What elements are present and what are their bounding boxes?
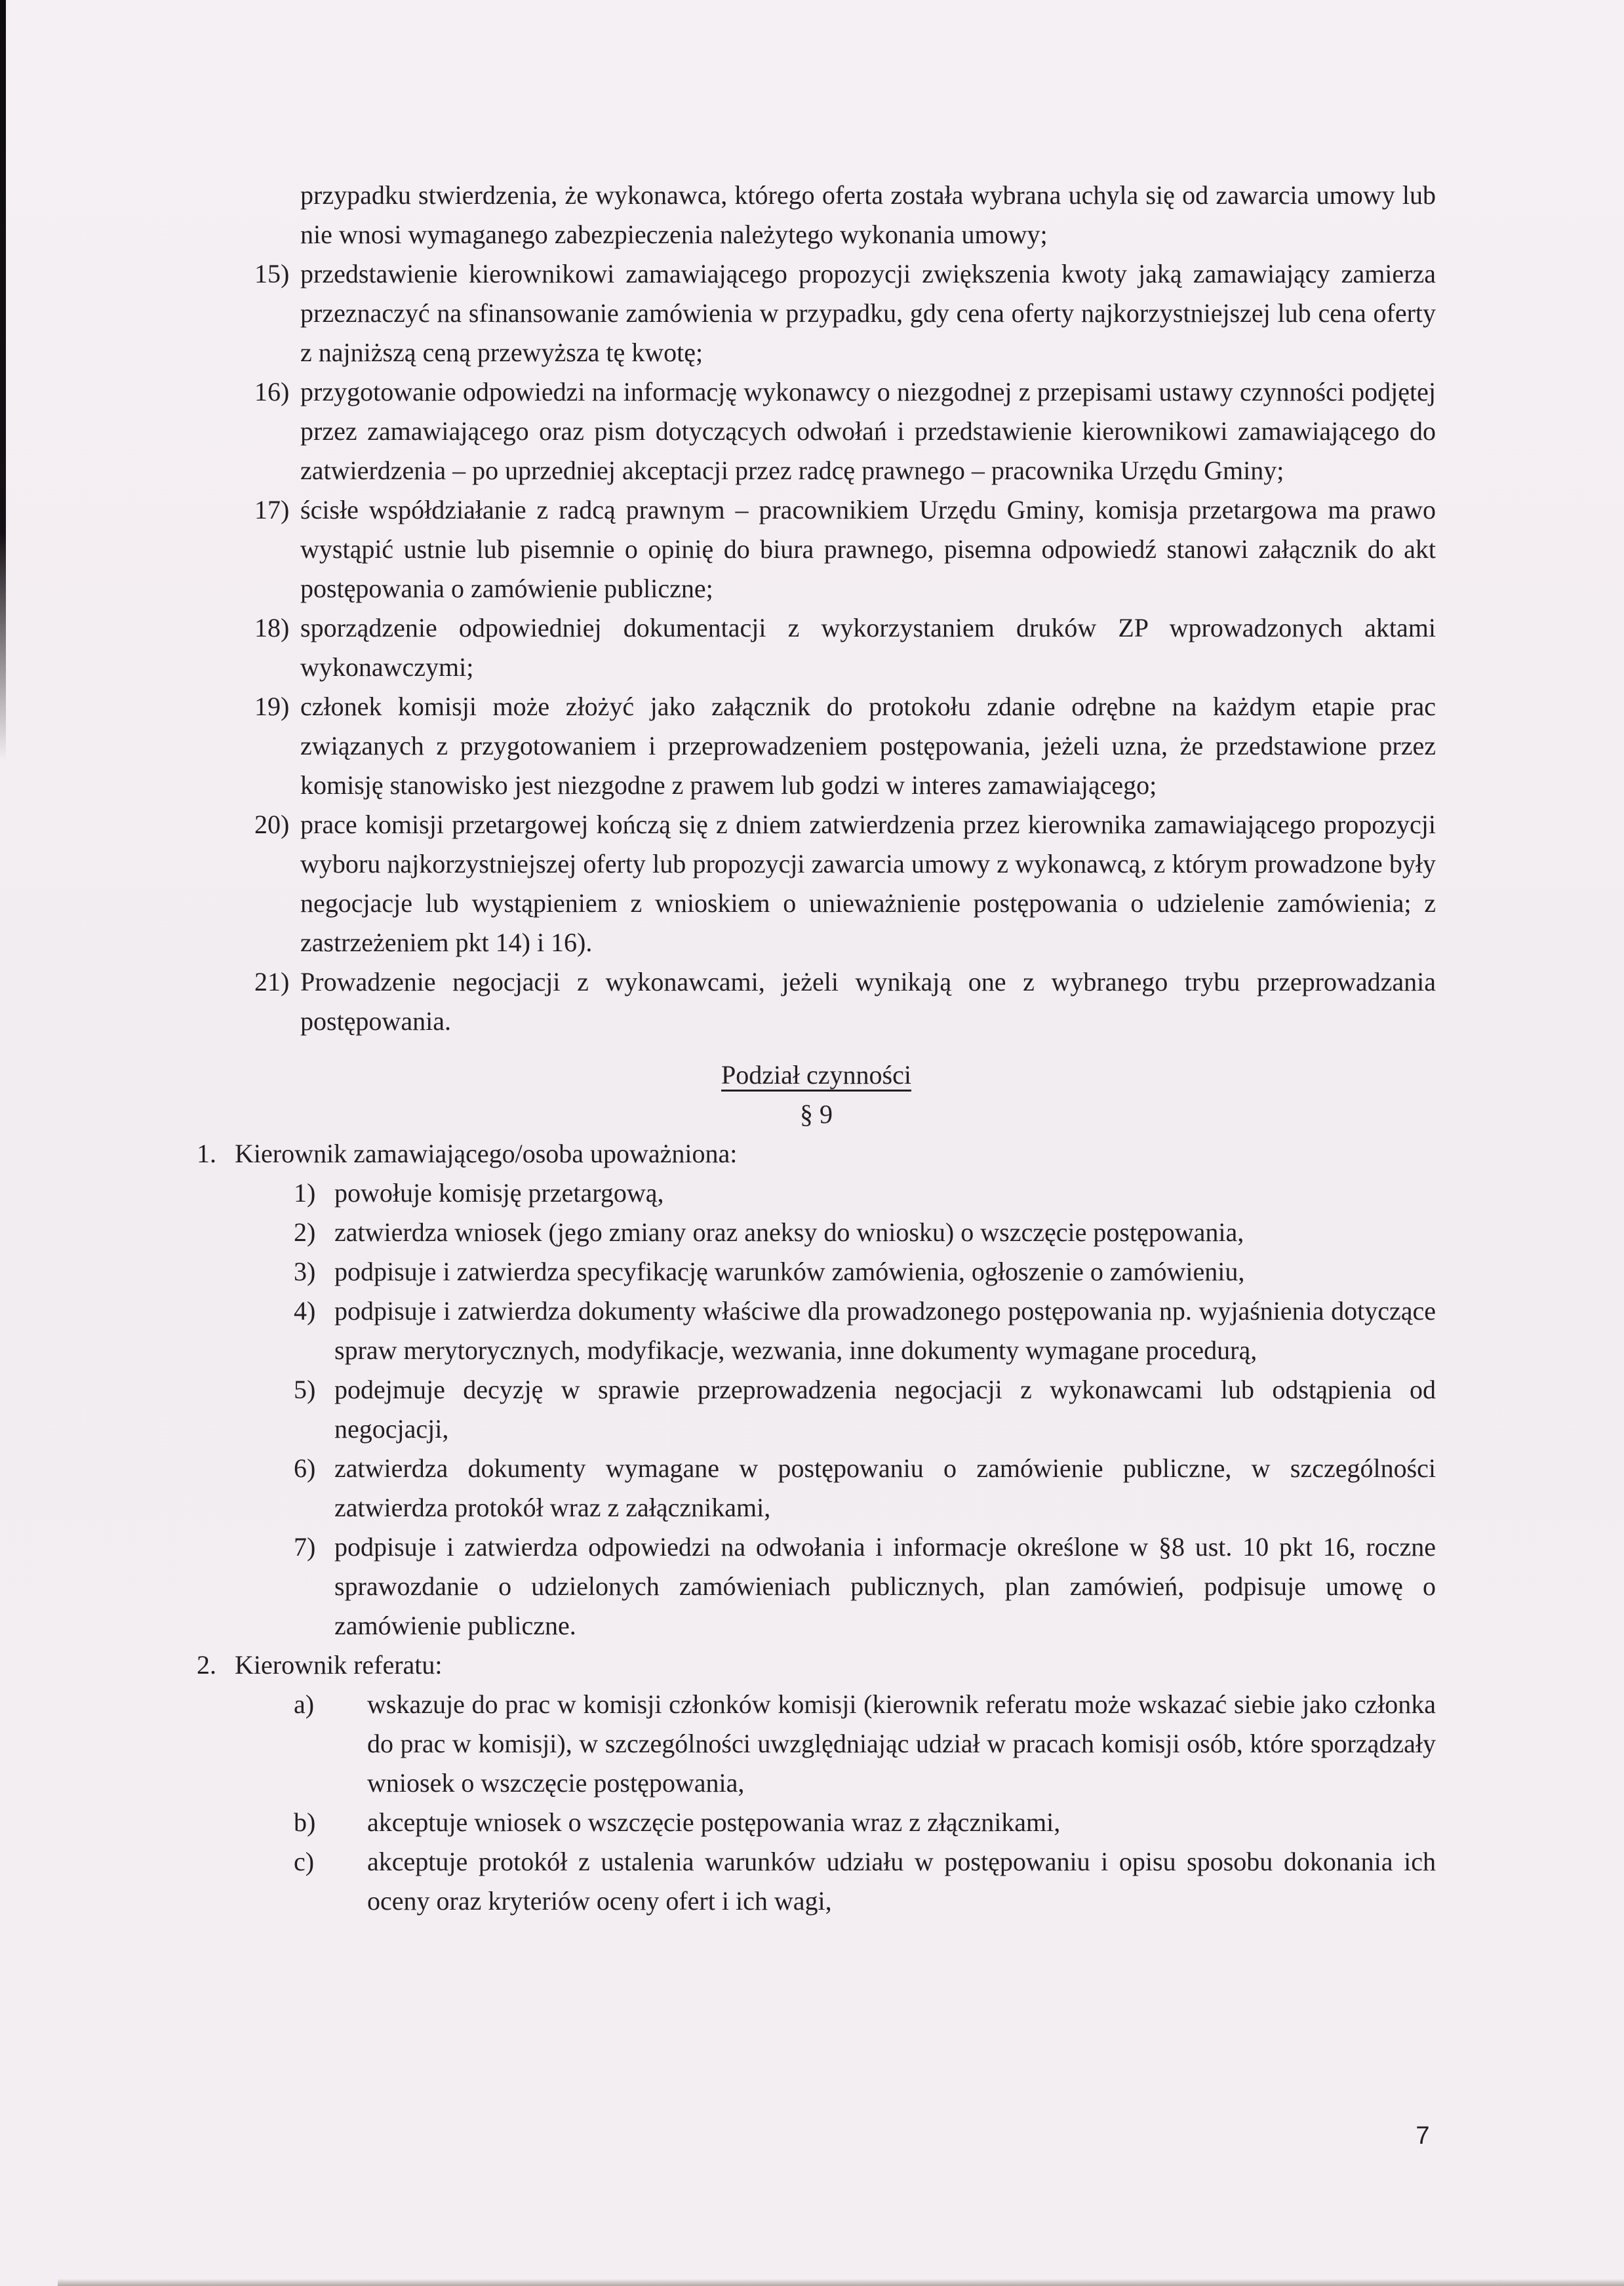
numbered-point	[254, 805, 1436, 962]
item-text: powołuje komisję przetargową,	[334, 1178, 664, 1208]
item-marker: 6)	[294, 1453, 316, 1483]
point-number: 16)	[254, 377, 290, 406]
clause-header	[197, 1134, 1436, 1173]
point-number: 21)	[254, 967, 290, 996]
item-text: podpisuje i zatwierdza odpowiedzi na odwołania i informacje określone w §8 ust. 10 pkt 16, roczne sprawozdanie o udzielonych zamówieniach publicznych, plan zamówień, podpisuje umowę o zamówienie publiczne.	[334, 1532, 1436, 1640]
numbered-point	[254, 490, 1436, 608]
numbered-points-list	[254, 254, 1436, 1041]
point-text: przygotowanie odpowiedzi na informację wykonawcy o niezgodnej z przepisami ustawy czynności podjętej przez zamawiającego oraz pism dotyczących odwołań i przedstawienie kierownikowi zamawiającego do zatwierdzenia – po uprzedniej akceptacji przez radcę prawnego – pracownika Urzędu Gminy;	[300, 377, 1436, 485]
item-text: podpisuje i zatwierdza dokumenty właściwe dla prowadzonego postępowania np. wyjaśnienia dotyczące spraw merytorycznych, modyfikacje, wezwania, inne dokumenty wymagane procedurą,	[334, 1296, 1436, 1365]
item-text: zatwierdza dokumenty wymagane w postępowaniu o zamówienie publiczne, w szczególności zatwierdza protokół wraz z załącznikami,	[334, 1453, 1436, 1522]
section-heading-title: Podział czynności	[721, 1060, 911, 1090]
item-marker: 7)	[294, 1532, 316, 1562]
clause-item	[294, 1291, 1436, 1370]
clause-number: 2.	[197, 1650, 216, 1680]
page-number: 7	[1416, 2122, 1430, 2150]
point-text: przedstawienie kierownikowi zamawiającego propozycji zwiększenia kwoty jaką zamawiający zamierza przeznaczyć na sfinansowanie zamówienia w przypadku, gdy cena oferty najkorzystniejszej lub cena oferty z najniższą ceną przewyższa tę kwotę;	[300, 259, 1436, 367]
clause-item	[294, 1685, 1436, 1803]
clause-title: Kierownik zamawiającego/osoba upoważniona:	[235, 1139, 738, 1168]
point-number: 17)	[254, 495, 290, 524]
item-text: akceptuje protokół z ustalenia warunków udziału w postępowaniu i opisu sposobu dokonania ich oceny oraz kryteriów oceny ofert i ich wagi,	[367, 1847, 1436, 1916]
item-marker: b)	[294, 1807, 316, 1837]
clause-2	[0, 1646, 1436, 1921]
point-number: 19)	[254, 692, 290, 721]
point-text: prace komisji przetargowej kończą się z dniem zatwierdzenia przez kierownika zamawiającego propozycji wyboru najkorzystniejszej oferty lub propozycji zawarcia umowy z wykonawcą, z którym prowadzone były negocjacje lub wystąpieniem z wnioskiem o unieważnienie postępowania o udzielenie zamówienia; z zastrzeżeniem pkt 14) i 16).	[300, 810, 1436, 957]
item-text: akceptuje wniosek o wszczęcie postępowania wraz z złącznikami,	[367, 1807, 1061, 1837]
point-text: członek komisji może złożyć jako załącznik do protokołu zdanie odrębne na każdym etapie prac związanych z przygotowaniem i przeprowadzeniem postępowania, jeżeli uzna, że przedstawione przez komisję stanowisko jest niezgodne z prawem lub godzi w interes zamawiającego;	[300, 692, 1436, 800]
clause-number: 1.	[197, 1139, 216, 1168]
item-marker: a)	[294, 1689, 315, 1719]
item-marker: 3)	[294, 1257, 316, 1286]
paragraph-symbol: § 9	[800, 1099, 833, 1129]
clause-item	[294, 1449, 1436, 1527]
point-number: 20)	[254, 810, 290, 839]
clause-item	[294, 1252, 1436, 1291]
point-text: Prowadzenie negocjacji z wykonawcami, jeżeli wynikają one z wybranego trybu przeprowadzania postępowania.	[300, 967, 1436, 1036]
clause-item	[294, 1527, 1436, 1646]
clause-item	[294, 1370, 1436, 1449]
clause-title: Kierownik referatu:	[235, 1650, 443, 1680]
section-heading	[197, 1055, 1436, 1095]
document-content	[0, 176, 1436, 1921]
clause-header	[197, 1646, 1436, 1685]
clause-items	[294, 1173, 1436, 1646]
item-text: wskazuje do prac w komisji członków komisji (kierownik referatu może wskazać siebie jako członka do prac w komisji), w szczególności uwzględniając udział w pracach komisji osób, które sporządzały wniosek o wszczęcie postępowania,	[367, 1689, 1436, 1798]
item-marker: 2)	[294, 1217, 316, 1247]
item-marker: 4)	[294, 1296, 316, 1326]
point-number: 15)	[254, 259, 290, 288]
scan-edge-bottom-artifact	[58, 2279, 1624, 2286]
point-text: sporządzenie odpowiedniej dokumentacji z wykorzystaniem druków ZP wprowadzonych aktami wykonawczymi;	[300, 613, 1436, 682]
item-marker: c)	[294, 1847, 315, 1876]
continued-paragraph: przypadku stwierdzenia, że wykonawca, którego oferta została wybrana uchyla się od zawarcia umowy lub nie wnosi wymaganego zabezpieczenia należytego wykonania umowy;	[300, 180, 1436, 249]
numbered-point	[254, 372, 1436, 490]
item-text: podpisuje i zatwierdza specyfikację warunków zamówienia, ogłoszenie o zamówieniu,	[334, 1257, 1245, 1286]
item-marker: 1)	[294, 1178, 316, 1208]
numbered-point	[254, 254, 1436, 372]
item-text: zatwierdza wniosek (jego zmiany oraz aneksy do wniosku) o wszczęcie postępowania,	[334, 1217, 1244, 1247]
clause-item	[294, 1213, 1436, 1252]
clause-item	[294, 1842, 1436, 1921]
numbered-point	[254, 962, 1436, 1041]
clause-item	[294, 1803, 1436, 1842]
item-text: podejmuje decyzję w sprawie przeprowadzenia negocjacji z wykonawcami lub odstąpienia od negocjacji,	[334, 1375, 1436, 1444]
point-text: ścisłe współdziałanie z radcą prawnym – pracownikiem Urzędu Gminy, komisja przetargowa ma prawo wystąpić ustnie lub pisemnie o opinię do biura prawnego, pisemna odpowiedź stanowi załącznik do akt postępowania o zamówienie publiczne;	[300, 495, 1436, 603]
clause-1	[0, 1134, 1436, 1646]
clause-items	[294, 1685, 1436, 1921]
item-marker: 5)	[294, 1375, 316, 1404]
point-number: 18)	[254, 613, 290, 642]
numbered-point	[254, 608, 1436, 687]
numbered-point	[254, 687, 1436, 805]
clause-item	[294, 1173, 1436, 1213]
